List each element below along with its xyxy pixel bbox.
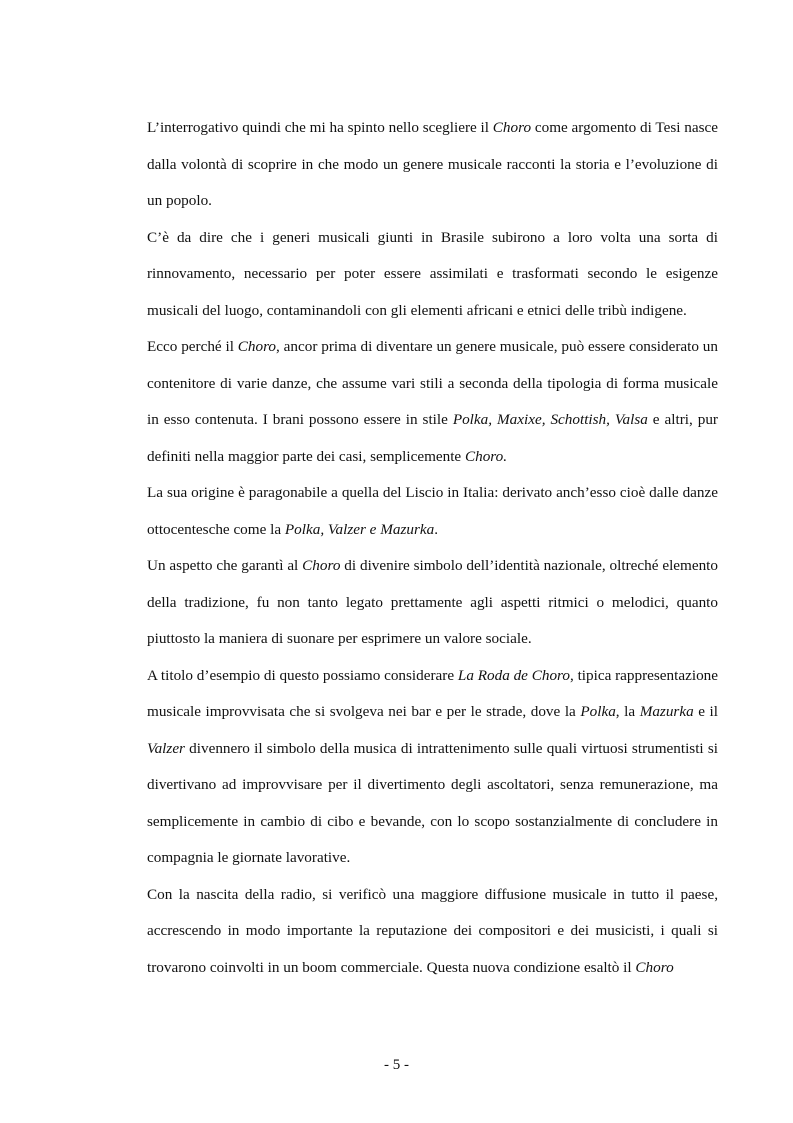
text-run: A titolo d’esempio di questo possiamo considerare (147, 666, 458, 684)
italic-text: Choro (237, 338, 277, 355)
text-run: Con la nascita della radio, si verificò una maggiore diffusione musicale in tutto il paese, accrescendo in modo importante la reputazione dei compositori e dei musicisti, i quali si trovarono coinvolti in un boom commerciale. Questa nuova condizione esaltò il (147, 885, 718, 976)
italic-text: Mazurka (639, 703, 694, 720)
text-run: La sua origine è paragonabile a quella del Liscio in Italia: derivato anch’esso cioè dalle danze ottocentesche come la (147, 484, 718, 538)
text-run: come argomento di Tesi nasce dalla volontà di scoprire in che modo un genere musicale racconti la storia e l’evoluzione di un popolo. (147, 119, 718, 209)
text-run: L’interrogativo quindi che mi ha spinto nello scegliere il (147, 119, 493, 136)
italic-text: Polka (580, 703, 616, 720)
paragraph (147, 548, 718, 658)
text-run: e altri, pur definiti nella maggior parte dei casi, semplicemente (147, 411, 718, 465)
italic-text: Polka, Valzer e Mazurka (284, 520, 435, 538)
text-run: . (434, 520, 439, 538)
paragraph (147, 877, 718, 987)
text-run: e il (693, 703, 718, 720)
italic-text: La Roda de Choro (457, 666, 570, 684)
italic-text: Choro (302, 557, 341, 574)
italic-text: Polka, Maxixe, Schottish, Valsa (452, 411, 648, 428)
paragraph (147, 220, 718, 330)
text-run: Ecco perché il (147, 338, 238, 355)
text-run: , tipica rappresentazione musicale improvvisata che si svolgeva nei bar e per le strade, dove la (147, 666, 718, 720)
body-text (147, 110, 718, 986)
text-run: , ancor prima di diventare un genere musicale, può essere considerato un contenitore di varie danze, che assume vari stili a seconda della tipologia di forma musicale in esso contenuta. I brani possono essere in stile (147, 338, 718, 428)
italic-text: Choro (492, 119, 532, 136)
paragraph (147, 658, 718, 877)
paragraph (147, 329, 718, 475)
italic-text: Valzer (147, 739, 185, 757)
italic-text: Choro. (464, 447, 508, 465)
text-run: di divenire simbolo dell’identità nazionale, oltreché elemento della tradizione, fu non tanto legato prettamente agli aspetti ritmici o melodici, quanto piuttosto la maniera di suonare per esprimere un valore sociale. (147, 557, 718, 647)
text-run: Un aspetto che garantì al (147, 557, 303, 574)
italic-text: Choro (635, 958, 674, 976)
page-number: - 5 - (384, 1057, 409, 1073)
paragraph (147, 110, 718, 220)
text-run: C’è da dire che i generi musicali giunti in Brasile subirono a loro volta una sorta di rinnovamento, necessario per poter essere assimilati e trasformati secondo le esigenze musicali del luogo, contaminandoli con gli elementi africani e etnici delle tribù indigene. (147, 228, 718, 319)
text-run: , la (615, 703, 640, 720)
paragraph (147, 475, 718, 548)
text-run: divennero il simbolo della musica di intrattenimento sulle quali virtuosi strumentisti si divertivano ad improvvisare per il divertimento degli ascoltatori, senza remunerazione, ma semplicemente in cambio di cibo e bevande, con lo scopo sostanzialmente di concludere in compagnia le giornate lavorative. (147, 739, 718, 866)
